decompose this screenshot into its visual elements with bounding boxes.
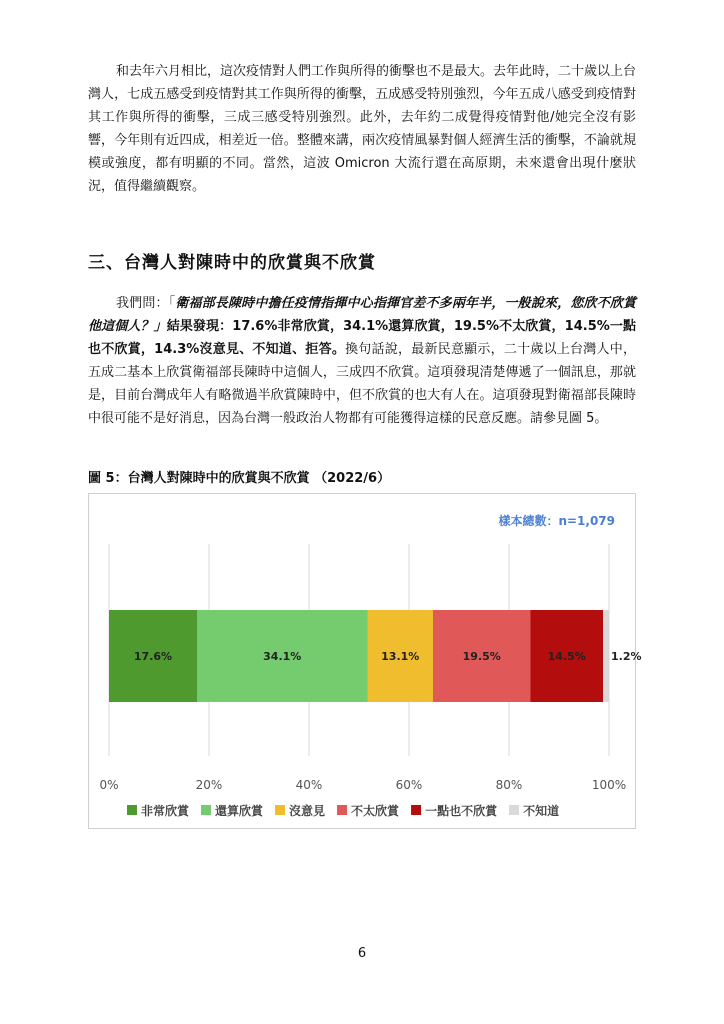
survey-results: 結果發現：17.6%非常欣賞，34.1%還算欣賞，19.5%不太欣賞，14.5%一點也不欣賞，14.3%沒意見、不知道、拒答。 [88,319,636,357]
legend-label: 不太欣賞 [351,804,400,818]
figure-caption: 圖 5：台灣人對陳時中的欣賞與不欣賞 （2022/6） [88,471,391,486]
body-paragraph-1: 和去年六月相比，這次疫情對人們工作與所得的衝擊也不是最大。去年此時，二十歲以上台灣人，七成五感受到疫情對其工作與所得的衝擊，五成感受特別強烈，今年五成八感受到疫情對其工作與所得的衝擊，三成三感受特別強烈。此外，去年約二成覺得疫情對他/她完全沒有影響，今年則有近四成，相差近一倍。整體來講，兩次疫情風暴對個人經濟生活的衝擊，不論就規模或強度，都有明顯的不同。當然，這波 Omicron 大流行還在高原期，未來還會出現什麼狀況，值得繼續觀察。 [88,64,637,194]
body-paragraph-2 [88,292,636,430]
data-label: 1.2% [611,650,642,663]
legend-label: 非常欣賞 [141,804,190,818]
x-tick-label: 100% [591,778,627,792]
legend-swatch [201,805,211,815]
legend-swatch [509,805,519,815]
paragraph-2-lead: 我們問：「 [116,296,176,311]
chart-svg [89,494,642,830]
legend-label: 還算欣賞 [215,804,264,818]
legend-label: 不知道 [523,804,560,818]
legend-swatch [275,805,285,815]
paragraph-2-rest: 換句話說，最新民意顯示，二十歲以上台灣人中，五成二基本上欣賞衛福部長陳時中這個人，三成四不欣賞。這項發現清楚傳遞了一個訊息，那就是，目前台灣成年人有略微過半欣賞陳時中，但不欣賞的也大有人在。這項發現對衛福部長陳時中很可能不是好消息，因為台灣一般政治人物都有可能獲得這樣的民意反應。請參見圖 5。 [88,342,636,426]
section-heading: 三、台灣人對陳時中的欣賞與不欣賞 [88,253,376,273]
sample-size-note: 樣本總數：n=1,079 [498,514,615,528]
survey-question: 衛福部長陳時中擔任疫情指揮中心指揮官差不多兩年半，一般說來，您欣不欣賞他這個人？」 [88,296,636,334]
stacked-bar-chart [88,493,642,829]
data-label: 17.6% [133,650,173,663]
legend-swatch [411,805,421,815]
x-tick-label: 40% [295,778,323,792]
page-number: 6 [357,946,367,961]
data-label: 34.1% [263,650,302,663]
x-tick-label: 80% [495,778,523,792]
x-tick-label: 60% [395,778,423,792]
x-tick-label: 20% [195,778,223,792]
x-tick-label: 0% [99,778,119,792]
data-label: 19.5% [462,650,501,663]
legend-swatch [337,805,347,815]
legend-label: 一點也不欣賞 [425,804,498,818]
legend-label: 沒意見 [289,804,326,818]
data-label: 14.5% [547,650,586,663]
data-label: 13.1% [381,650,420,663]
bar-segment [603,610,609,702]
legend-swatch [127,805,137,815]
